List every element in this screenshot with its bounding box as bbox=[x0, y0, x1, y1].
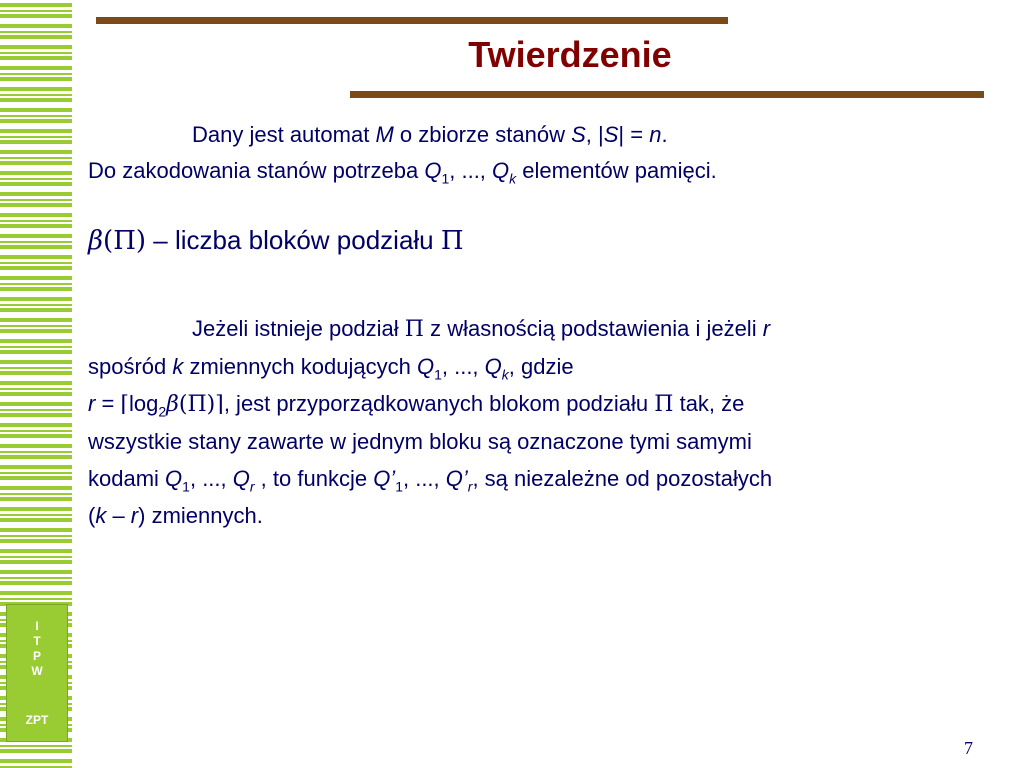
logo-letter: I bbox=[35, 619, 39, 633]
logo-letter: W bbox=[31, 664, 43, 678]
paragraph-theorem: Jeżeli istnieje podział Π z własnością podstawienia i jeżeli r spośród k zmiennych kodujących $Q_1$, ..., $Q_k$, gdzie $r = ⌈\log_2\beta(\Pi)⌉$, jest przyporządkowanych blokom podziału Π tak, że wszystkie stany zawarte w jednym bloku są oznaczone tymi samymi kodami $Q_1$, ..., $Q_r$ , to funkcje $Q’_1$, ..., $Q’_r$, są niezależne od pozostałych (k – r) zmiennych. bbox=[88, 316, 773, 528]
paragraph-beta-definition: β(Π) – liczba bloków podziału Π bbox=[88, 225, 464, 256]
paragraph-automat: Dany jest automat M o zbiorze stanów S, |S| = n. Do zakodowania stanów potrzeba $Q_1$, ..., $Q_k$ elementów pamięci. bbox=[88, 122, 717, 187]
bottom-divider bbox=[350, 91, 984, 98]
logo-zpt: ZPT bbox=[25, 713, 49, 727]
slide-title: Twierdzenie bbox=[468, 34, 672, 75]
logo-letter: T bbox=[33, 634, 41, 648]
itpw-logo bbox=[6, 604, 68, 742]
top-divider bbox=[96, 17, 728, 24]
page-number: 7 bbox=[964, 738, 973, 758]
logo-letter: P bbox=[32, 649, 41, 663]
